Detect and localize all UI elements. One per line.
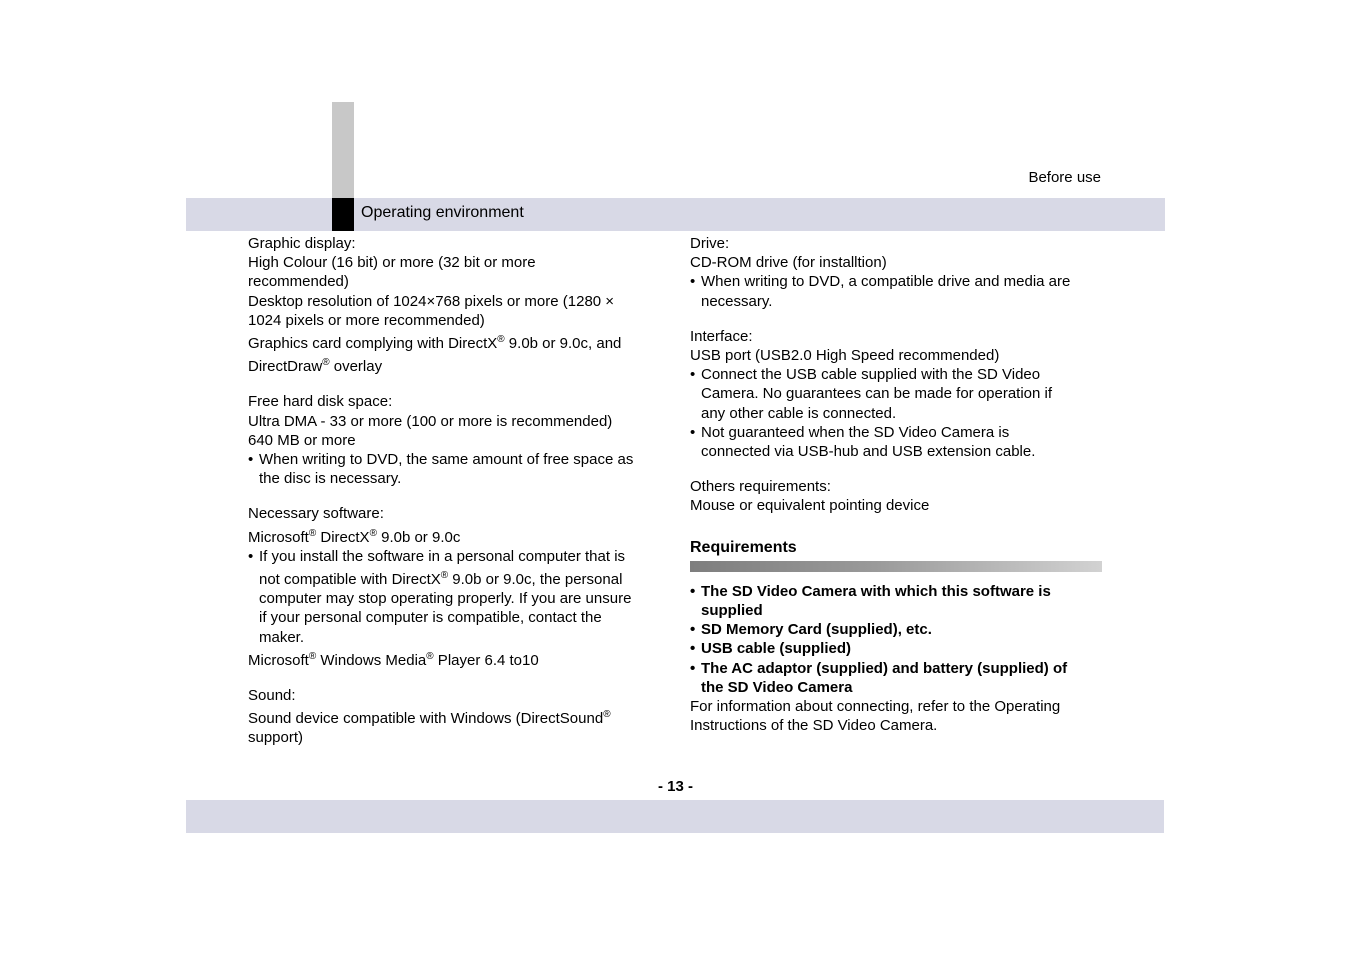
requirements-note: Instructions of the SD Video Camera. [690,717,938,735]
software-line: Microsoft® DirectX® 9.0b or 9.0c [248,527,461,546]
graphic-display-line: Desktop resolution of 1024×768 pixels or more (1280 × [248,292,615,310]
requirement-item: • The SD Video Camera with which this software is supplied [690,582,1051,620]
directdraw-line: DirectDraw® overlay [248,357,383,376]
others-heading: Others requirements: [690,478,831,496]
disk-space-line: Ultra DMA - 33 or more (100 or more is recommended) [248,412,613,430]
requirement-item: • USB cable (supplied) [690,640,852,658]
sound-block [248,686,660,748]
bullet-item: • When writing to DVD, the same amount of free space as the disc is necessary. [248,451,634,488]
drive-block [690,234,1102,311]
chapter-tab-marker [332,102,354,198]
requirements-note: For information about connecting, refer to the Operating [690,698,1061,716]
section-marker [332,198,354,231]
requirements-heading: Requirements [690,538,797,556]
drive-line: CD-ROM drive (for installtion) [690,254,887,272]
requirements-rule [690,561,1102,572]
software-line: Microsoft® Windows Media® Player 6.4 to10 [248,650,539,669]
section-title: Operating environment [361,204,524,221]
sound-line: Sound device compatible with Windows (DirectSound® [248,709,611,728]
bullet-item: • When writing to DVD, a compatible drive and media are necessary. [690,273,1071,310]
drive-heading: Drive: [690,235,730,252]
bullet-item: • Not guaranteed when the SD Video Camera is connected via USB-hub and USB extension cable. [690,423,1036,461]
requirement-item: • The AC adaptor (supplied) and battery (supplied) of the SD Video Camera [690,659,1068,696]
page-number: - 13 - [657,778,693,795]
software-heading: Necessary software: [248,505,384,523]
left-column [248,234,660,748]
software-block [248,504,660,670]
graphic-display-line: recommended) [248,273,349,291]
disk-space-line: 640 MB or more [248,431,356,449]
interface-line: USB port (USB2.0 High Speed recommended) [690,347,1000,365]
right-column [690,234,1102,735]
footer-band [186,800,1164,833]
graphic-card-line: Graphics card complying with DirectX® 9.0b or 9.0c, and [248,334,622,353]
graphic-display-heading: Graphic display: [248,235,356,252]
graphic-display-line: High Colour (16 bit) or more (32 bit or more [248,254,536,272]
chapter-label: Before use [1028,169,1101,186]
graphic-display-line: 1024 pixels or more recommended) [248,311,485,329]
bullet-item: • If you install the software in a personal computer that is not compatible with DirectX® 9.0b or 9.0c, the personal computer may stop operating properly. If you are unsure if your personal computer is compatible, contact the maker. [248,547,632,646]
sound-line: support) [248,729,304,747]
others-line: Mouse or equivalent pointing device [690,497,930,515]
graphic-display-block [248,234,660,376]
sound-heading: Sound: [248,687,296,705]
others-block [690,477,1102,515]
interface-heading: Interface: [690,327,753,345]
interface-block [690,327,1102,461]
requirement-item: • SD Memory Card (supplied), etc. [690,621,932,639]
disk-space-block [248,392,660,488]
requirements-block [690,538,1102,736]
bullet-item: • Connect the USB cable supplied with the SD Video Camera. No guarantees can be made for operation if any other cable is connected. [690,366,1053,422]
disk-space-heading: Free hard disk space: [248,393,393,411]
